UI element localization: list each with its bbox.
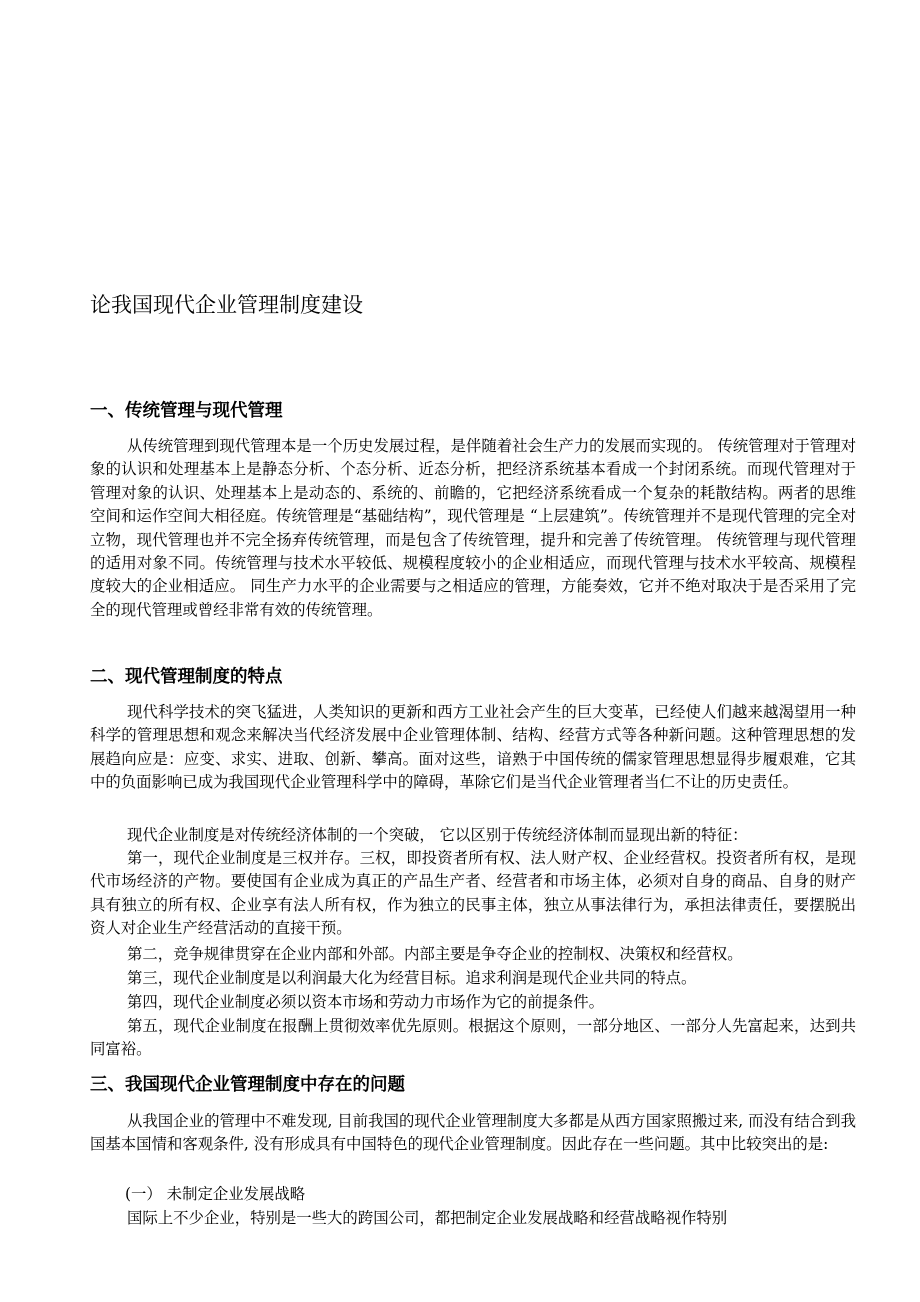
- section-3-subheading-1: (一） 未制定企业发展战略: [125, 1185, 306, 1203]
- section-heading-2: 二、现代管理制度的特点: [90, 667, 283, 687]
- section-2-paragraph-7: 第五，现代企业制度在报酬上贯彻效率优先原则。根据这个原则，一部分地区、一部分人先富起来，达到共同富裕。: [90, 1017, 856, 1059]
- section-2-paragraph-6: 第四，现代企业制度必须以资本市场和劳动力市场作为它的前提条件。: [126, 993, 605, 1011]
- section-2-paragraph-3: 第一，现代企业制度是三权并存。三权，即投资者所有权、法人财产权、企业经营权。投资者所有权，是现代市场经济的产物。要使国有企业成为真正的产品生产者、经营者和市场主体，必须对自身的商品、自身的财产具有独立的所有权、企业享有法人所有权，作为独立的民事主体，独立从事法律行为，承担法律责任，要摆脱出资人对企业生产经营活动的直接干预。: [90, 849, 856, 938]
- section-3-tail-paragraph: 国际上不少企业，特别是一些大的跨国公司，都把制定企业发展战略和经营战略视作特别: [126, 1209, 728, 1227]
- section-3-paragraph-1: 从我国企业的管理中不难发现, 目前我国的现代企业管理制度大多都是从西方国家照搬过来, 而没有结合到我国基本国情和客观条件, 没有形成具有中国特色的现代企业管理制度。因此存在一些问题。其中比较突出的是:: [90, 1112, 856, 1154]
- section-heading-3: 三、我国现代企业管理制度中存在的问题: [90, 1075, 405, 1095]
- document-title: 论我国现代企业管理制度建设: [90, 293, 363, 317]
- section-2-paragraph-1: 现代科学技术的突飞猛进，人类知识的更新和西方工业社会产生的巨大变革，已经使人们越来越渴望用一种科学的管理思想和观念来解决当代经济发展中企业管理体制、结构、经营方式等各种新问题。这种管理思想的发展趋向应是：应变、求实、进取、创新、攀高。面对这些，谙熟于中国传统的儒家管理思想显得步履艰难，它其中的负面影响已成为我国现代企业管理科学中的障碍，革除它们是当代企业管理者当仁不让的历史责任。: [90, 703, 856, 792]
- section-heading-1: 一、传统管理与现代管理: [90, 401, 283, 421]
- section-2-paragraph-2: 现代企业制度是对传统经济体制的一个突破， 它以区别于传统经济体制而显现出新的特征：: [126, 826, 748, 844]
- section-2-paragraph-5: 第三，现代企业制度是以利润最大化为经营目标。追求利润是现代企业共同的特点。: [126, 969, 697, 987]
- section-2-paragraph-4: 第二，竞争规律贯穿在企业内部和外部。内部主要是争夺企业的控制权、决策权和经营权。: [126, 945, 743, 963]
- section-1-paragraph-1: 从传统管理到现代管理本是一个历史发展过程，是伴随着社会生产力的发展而实现的。 传统管理对于管理对象的认识和处理基本上是静态分析、个态分析、近态分析，把经济系统基本看成一个封闭系统。而现代管理对于管理对象的认识、处理基本上是动态的、系统的、前瞻的，它把经济系统看成一个复杂的耗散结构。两者的思维空间和运作空间大相径庭。传统管理是“基础结构”，现代管理是 “上层建筑”。传统管理并不是现代管理的完全对立物，现代管理也并不完全扬弃传统管理，而是包含了传统管理，提升和完善了传统管理。 传统管理与现代管理的适用对象不同。传统管理与技术水平较低、规模程度较小的企业相适应，而现代管理与技术水平较高、规模程度较大的企业相适应。 同生产力水平的企业需要与之相适应的管理，方能奏效，它并不绝对取决于是否采用了完全的现代管理或曾经非常有效的传统管理。: [90, 437, 856, 619]
